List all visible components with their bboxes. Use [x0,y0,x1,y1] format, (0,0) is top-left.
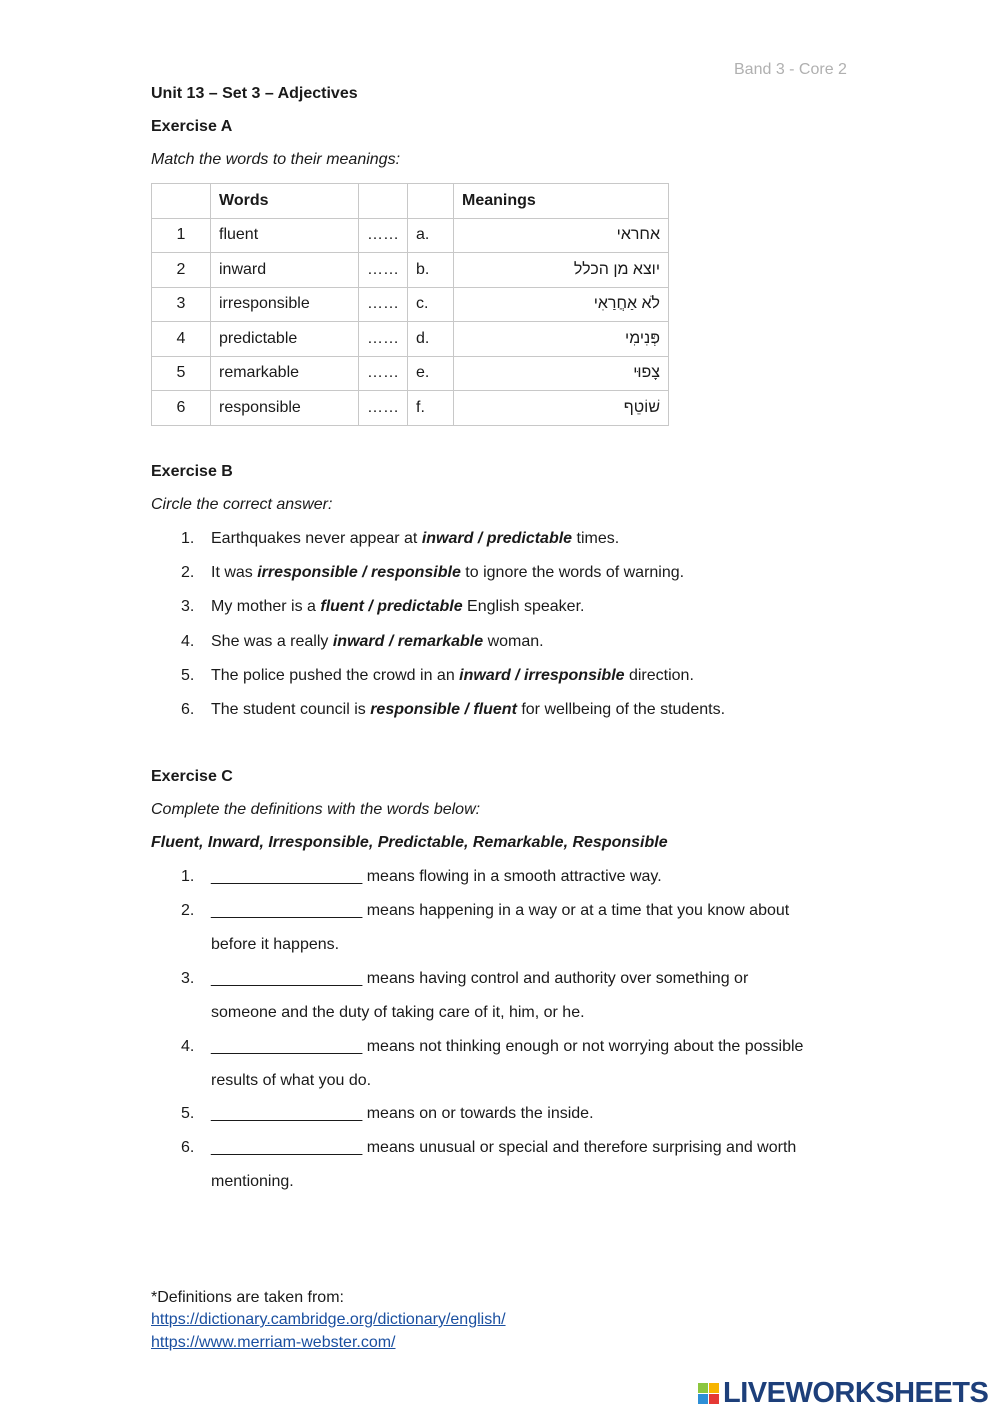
item-number: 1. [181,530,195,547]
definition [211,868,662,886]
definition [211,1105,594,1123]
word-cell: predictable [211,322,359,357]
definition-text: means unusual or special and therefore surprising and worth [362,1139,797,1156]
definition-continued: results of what you do. [211,1072,372,1089]
answer-blank[interactable]: …… [359,253,408,288]
item-number: 6. [181,1139,195,1156]
definition-text: means on or towards the inside. [362,1105,594,1122]
answer-blank[interactable]: …… [359,287,408,322]
definition [211,902,789,920]
word-cell: remarkable [211,356,359,391]
meaning-letter: a. [408,218,454,253]
meaning-letter: f. [408,391,454,426]
exercise-c-heading: Exercise C [151,768,233,785]
meaning-cell: פְּנִימִי [454,322,669,357]
sentence-end: times. [572,530,620,547]
item-number: 5. [181,666,195,684]
page-header: Band 3 - Core 2 [734,61,847,78]
definition-text: means happening in a way or at a time that you know about [362,902,790,919]
page-title: Unit 13 – Set 3 – Adjectives [151,85,358,102]
row-number: 1 [152,218,211,253]
exercise-a-heading: Exercise A [151,118,233,135]
exercise-a-instruction: Match the words to their meanings: [151,151,401,168]
footer-note: *Definitions are taken from: [151,1289,344,1306]
meaning-cell: צָפוּי [454,356,669,391]
table-row [152,322,669,357]
meaning-cell: שׁוֹטֵף [454,391,669,426]
table-row [152,356,669,391]
answer-options[interactable]: inward / predictable [421,530,573,547]
liveworksheets-logo [698,1377,988,1410]
answer-blank[interactable]: _________________ [211,1105,363,1122]
meaning-cell: יוצא מן הכלל [454,253,669,288]
word-bank: Fluent, Inward, Irresponsible, Predictable, Remarkable, Responsible [151,834,668,851]
answer-blank[interactable]: _________________ [211,1139,363,1156]
row-number: 6 [152,391,211,426]
item-number: 3. [181,598,195,616]
answer-blank[interactable]: _________________ [211,970,363,987]
sentence-end: for wellbeing of the students. [516,701,726,718]
row-number: 3 [152,287,211,322]
definition [211,1038,803,1056]
item-number: 3. [181,970,195,987]
exercise-c-instruction: Complete the definitions with the words below: [151,801,481,818]
definition-text: means flowing in a smooth attractive way. [362,868,662,885]
definition-text: means not thinking enough or not worrying about the possible [362,1038,804,1055]
sentence [211,564,684,582]
exercise-b-heading: Exercise B [151,463,233,480]
definition [211,1139,796,1157]
meaning-letter: e. [408,356,454,391]
sentence-end: woman. [483,632,544,650]
sentence [211,667,694,685]
table-row [152,218,669,253]
sentence-end: direction. [624,666,694,684]
sentence-end: to ignore the words of warning. [460,564,685,582]
answer-options[interactable]: responsible / fluent [370,701,517,718]
answer-options[interactable]: inward / irresponsible [459,666,625,684]
answer-blank[interactable]: …… [359,356,408,391]
definition [211,970,748,988]
answer-options[interactable]: fluent / predictable [320,598,463,616]
sentence-start: She was a really [211,632,333,650]
item-number: 4. [181,632,195,650]
col-words: Words [211,184,359,219]
meaning-letter: b. [408,253,454,288]
word-cell: irresponsible [211,287,359,322]
table-row [152,253,669,288]
meaning-letter: d. [408,322,454,357]
item-number: 6. [181,701,195,718]
meaning-cell: אחראי [454,218,669,253]
row-number: 2 [152,253,211,288]
sentence-start: Earthquakes never appear at [211,530,422,547]
row-number: 5 [152,356,211,391]
table-row [152,287,669,322]
exercise-b-instruction: Circle the correct answer: [151,496,333,513]
sentence [211,530,619,548]
item-number: 2. [181,902,195,919]
item-number: 2. [181,564,195,582]
answer-options[interactable]: irresponsible / responsible [257,564,461,582]
answer-blank[interactable]: _________________ [211,868,363,885]
table-header [152,184,669,219]
answer-options[interactable]: inward / remarkable [332,632,484,650]
table-row [152,391,669,426]
sentence [211,633,544,651]
logo-text: LIVEWORKSHEETS [723,1377,989,1409]
merriam-webster-link[interactable]: https://www.merriam-webster.com/ [151,1334,396,1351]
sentence-start: The police pushed the crowd in an [211,666,460,684]
definition-text: means having control and authority over something or [362,970,749,987]
answer-blank[interactable]: _________________ [211,902,363,919]
item-number: 1. [181,868,195,885]
logo-blocks-icon [698,1383,719,1404]
definition-continued: before it happens. [211,936,340,953]
definition-continued: someone and the duty of taking care of it, him, or he. [211,1004,585,1021]
sentence-start: My mother is a [211,598,321,616]
item-number: 5. [181,1105,195,1122]
item-number: 4. [181,1038,195,1055]
meaning-cell: לֹא אַחֲרַאִי [454,287,669,322]
word-cell: fluent [211,218,359,253]
word-cell: inward [211,253,359,288]
sentence-start: It was [211,564,258,582]
sentence-end: English speaker. [462,598,585,616]
sentence [211,598,584,616]
matching-table [151,183,669,426]
answer-blank[interactable]: _________________ [211,1038,363,1055]
meaning-letter: c. [408,287,454,322]
col-meanings: Meanings [454,184,669,219]
cambridge-link[interactable]: https://dictionary.cambridge.org/dictionary/english/ [151,1311,506,1328]
word-cell: responsible [211,391,359,426]
row-number: 4 [152,322,211,357]
definition-continued: mentioning. [211,1173,294,1190]
answer-blank[interactable]: …… [359,391,408,426]
sentence-start: The student council is [211,701,371,718]
answer-blank[interactable]: …… [359,218,408,253]
sentence [211,701,725,719]
answer-blank[interactable]: …… [359,322,408,357]
